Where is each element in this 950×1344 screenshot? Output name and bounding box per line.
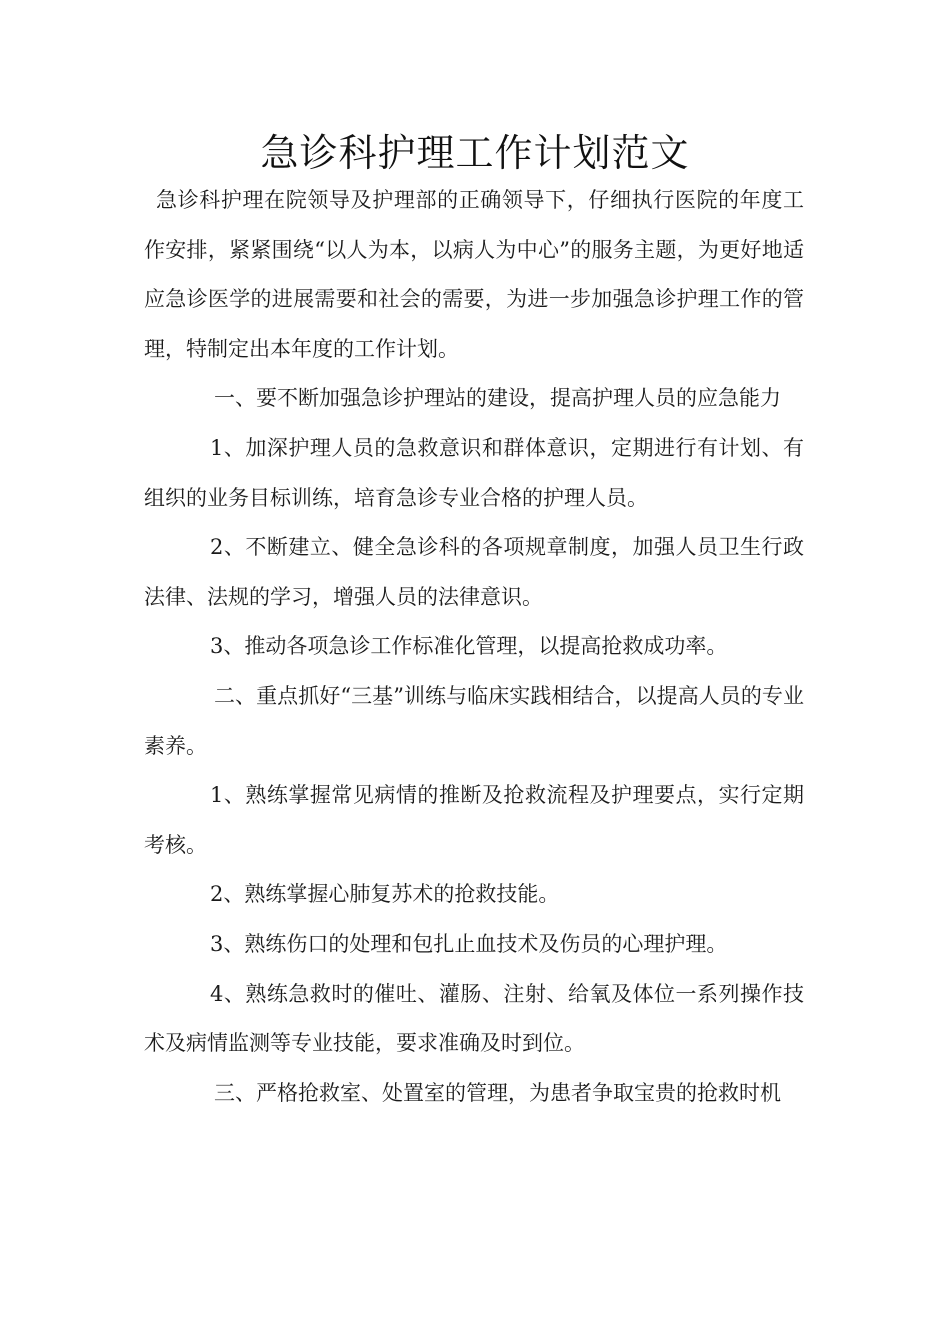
section-heading-2: 二、重点抓好“三基”训练与临床实践相结合，以提高人员的专业素养。 <box>144 683 804 758</box>
section-heading-1: 一、要不断加强急诊护理站的建设，提高护理人员的应急能力 <box>214 386 781 411</box>
section-1-item-1: 1、加深护理人员的急救意识和群体意识，定期进行有计划、有组织的业务目标训练，培育急诊专业合格的护理人员。 <box>144 435 804 510</box>
document-title: 急诊科护理工作计划范文 <box>260 131 690 175</box>
section-1-item-3: 3、推动各项急诊工作标准化管理，以提高抢救成功率。 <box>210 634 728 659</box>
intro-paragraph: 急诊科护理在院领导及护理部的正确领导下，仔细执行医院的年度工作安排，紧紧围绕“以人为本，以病人为中心”的服务主题，为更好地适应急诊医学的进展需要和社会的需要，为进一步加强急诊护理工作的管理，特制定出本年度的工作计划。 <box>144 188 804 361</box>
section-2-item-4: 4、熟练急救时的催吐、灌肠、注射、给氧及体位一系列操作技术及病情监测等专业技能，要求准确及时到位。 <box>144 981 804 1056</box>
document-body <box>144 176 804 1118</box>
section-heading-3: 三、严格抢救室、处置室的管理，为患者争取宝贵的抢救时机 <box>214 1080 781 1105</box>
section-2-item-3: 3、熟练伤口的处理和包扎止血技术及伤员的心理护理。 <box>210 931 728 956</box>
section-1-item-2: 2、不断建立、健全急诊科的各项规章制度，加强人员卫生行政法律、法规的学习，增强人员的法律意识。 <box>144 535 804 609</box>
section-2-item-1: 1、熟练掌握常见病情的推断及抢救流程及护理要点，实行定期考核。 <box>144 783 804 857</box>
section-2-item-2: 2、熟练掌握心肺复苏术的抢救技能。 <box>210 882 560 907</box>
